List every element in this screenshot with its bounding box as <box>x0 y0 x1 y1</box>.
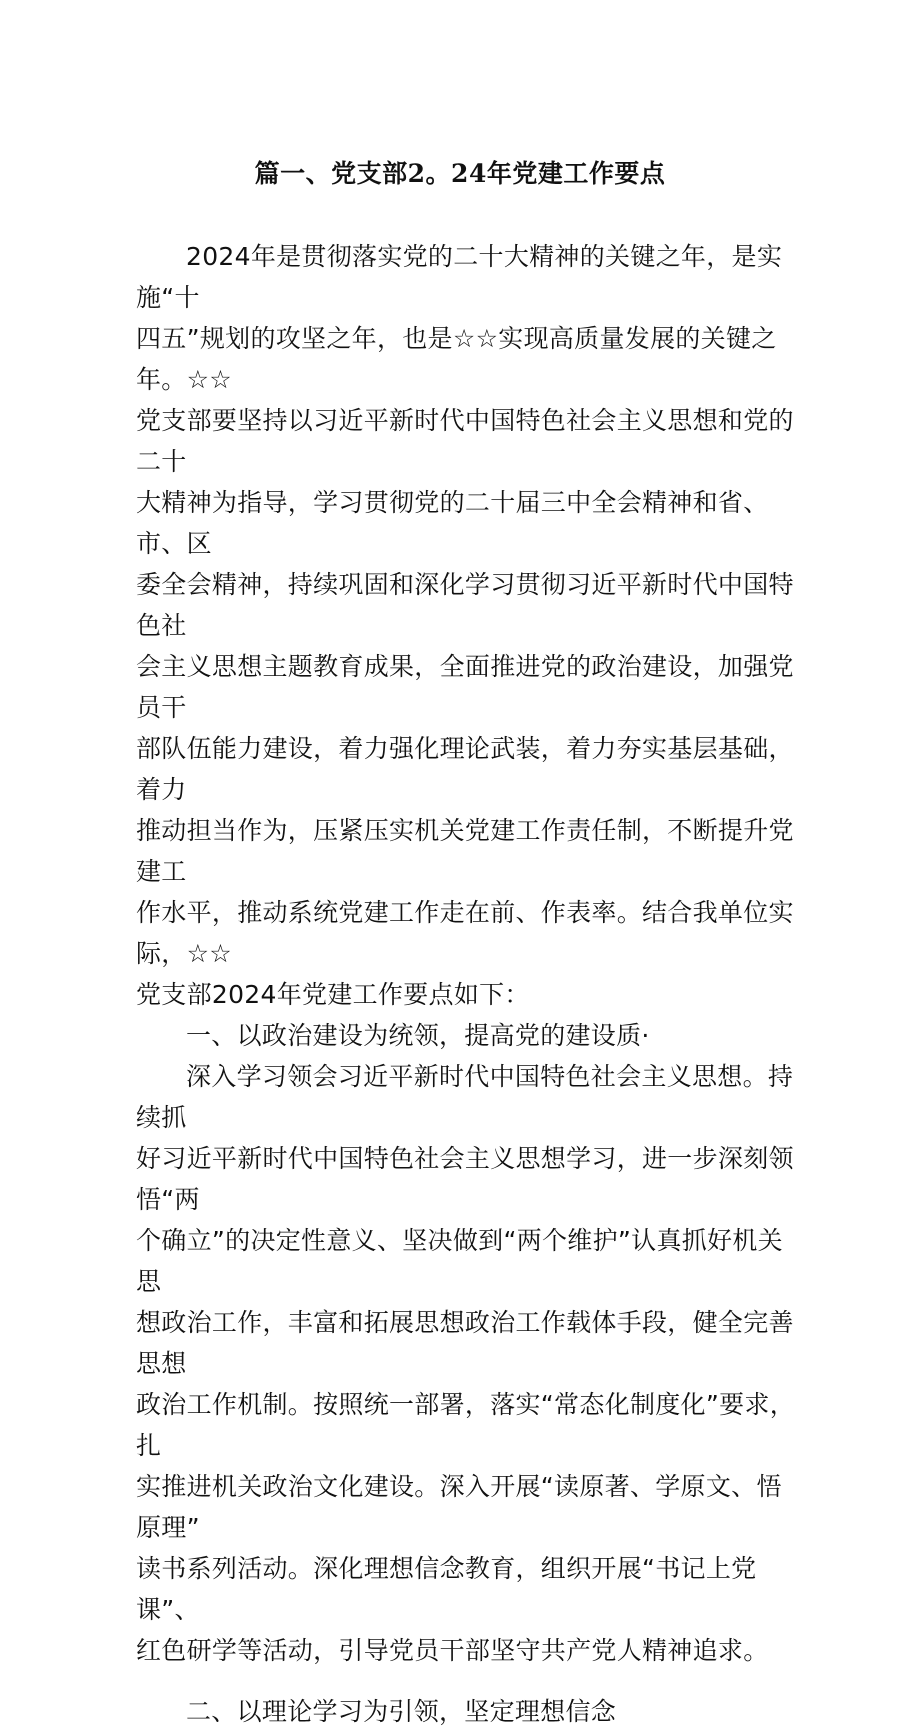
text-line: 红色研学等活动，引导党员干部坚守共产党人精神追求。 <box>136 1636 769 1665</box>
document-body <box>136 236 796 1732</box>
text-line: 党支部要坚持以习近平新时代中国特色社会主义思想和党的二十 <box>136 406 794 476</box>
document-title: 篇一、党支部2。24年党建工作要点 <box>254 159 666 188</box>
intro-paragraph <box>136 236 796 1015</box>
text-line: 政治工作机制。按照统一部署，落实“常态化制度化”要求，扎 <box>136 1390 796 1460</box>
text-line: 党支部2024年党建工作要点如下： <box>136 980 530 1009</box>
section-2-heading: 二、以理论学习为引领，坚定理想信念 <box>186 1697 617 1726</box>
text-line: 实推进机关政治文化建设。深入开展“读原著、学原文、悟原理” <box>136 1472 782 1542</box>
text-line: 个确立”的决定性意义、坚决做到“两个维护”认真抓好机关思 <box>136 1226 783 1296</box>
text-line: 委全会精神，持续巩固和深化学习贯彻习近平新时代中国特色社 <box>136 570 794 640</box>
text-line: 推动担当作为，压紧压实机关党建工作责任制，不断提升党建工 <box>136 816 794 886</box>
text-line: 深入学习领会习近平新时代中国特色社会主义思想。持续抓 <box>136 1062 794 1132</box>
section-1-heading: 一、以政治建设为统领，提高党的建设质· <box>186 1021 650 1050</box>
text-line: 部队伍能力建设，着力强化理论武装，着力夯实基层基础，着力 <box>136 734 794 804</box>
text-line: 四五”规划的攻坚之年，也是☆☆实现高质量发展的关键之年。☆☆ <box>136 324 777 394</box>
section-1-paragraph <box>136 1056 796 1671</box>
text-line: 会主义思想主题教育成果，全面推进党的政治建设，加强党员干 <box>136 652 794 722</box>
text-line: 作水平，推动系统党建工作走在前、作表率。结合我单位实际，☆☆ <box>136 898 794 968</box>
text-line: 2024年是贯彻落实党的二十大精神的关键之年，是实施“十 <box>136 242 783 312</box>
text-line: 想政治工作，丰富和拓展思想政治工作载体手段，健全完善思想 <box>136 1308 794 1378</box>
text-line: 读书系列活动。深化理想信念教育，组织开展“书记上党课”、 <box>136 1554 757 1624</box>
text-line: 大精神为指导，学习贯彻党的二十届三中全会精神和省、市、区 <box>136 488 769 558</box>
text-line: 好习近平新时代中国特色社会主义思想学习，进一步深刻领悟“两 <box>136 1144 794 1214</box>
